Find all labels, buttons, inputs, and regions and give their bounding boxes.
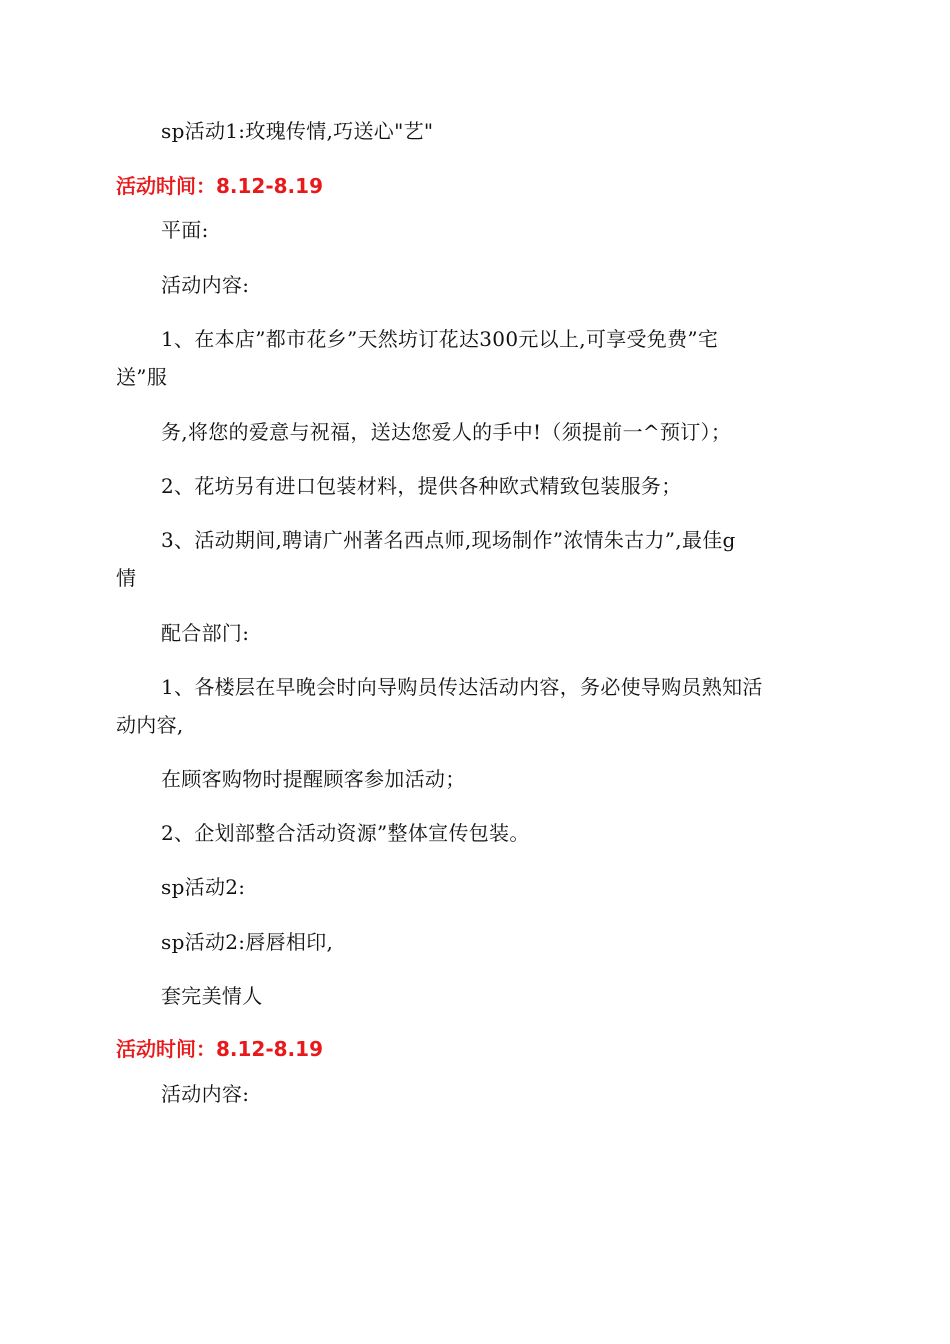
department-item-2: 2、企划部整合活动资源”整体宣传包装。: [161, 821, 530, 845]
content-item-2: 2、花坊另有进口包装材料，提供各种欧式精致包装服务；: [161, 474, 682, 498]
activity-1-time-heading: 活动时间：8.12-8.19: [116, 174, 323, 198]
activity-1-title: sp活动1:玫瑰传情,巧送心"艺": [161, 119, 434, 143]
section-label-content: 活动内容:: [161, 273, 250, 297]
content-item-3-cont: 情: [116, 566, 137, 590]
activity-2-time-heading: 活动时间：8.12-8.19: [116, 1037, 323, 1061]
activity-2-label: sp活动2:: [161, 875, 246, 899]
department-item-1-cont: 动内容,: [116, 713, 184, 737]
activity-2-subtitle: 套完美情人: [161, 984, 263, 1008]
section-label-departments: 配合部门:: [161, 621, 250, 645]
content-item-1: 1、在本店”都市花乡”天然坊订花达300元以上,可享受免费”宅: [161, 327, 719, 351]
section-label-print: 平面:: [161, 218, 209, 242]
section-label-content-2: 活动内容:: [161, 1082, 250, 1106]
department-item-1: 1、各楼层在早晚会时向导购员传达活动内容，务必使导购员熟知活: [161, 675, 763, 699]
department-item-1-cont-2: 在顾客购物时提醒顾客参加活动；: [161, 767, 466, 791]
content-item-3: 3、活动期间,聘请广州著名西点师,现场制作”浓情朱古力”,最佳g: [161, 528, 736, 552]
activity-2-title: sp活动2:唇唇相印,: [161, 930, 334, 954]
content-item-1-cont: 送”服: [116, 365, 168, 389]
content-item-1-cont-2: 务,将您的爱意与祝福，送达您爱人的手中!（须提前一^预订）；: [161, 420, 732, 444]
